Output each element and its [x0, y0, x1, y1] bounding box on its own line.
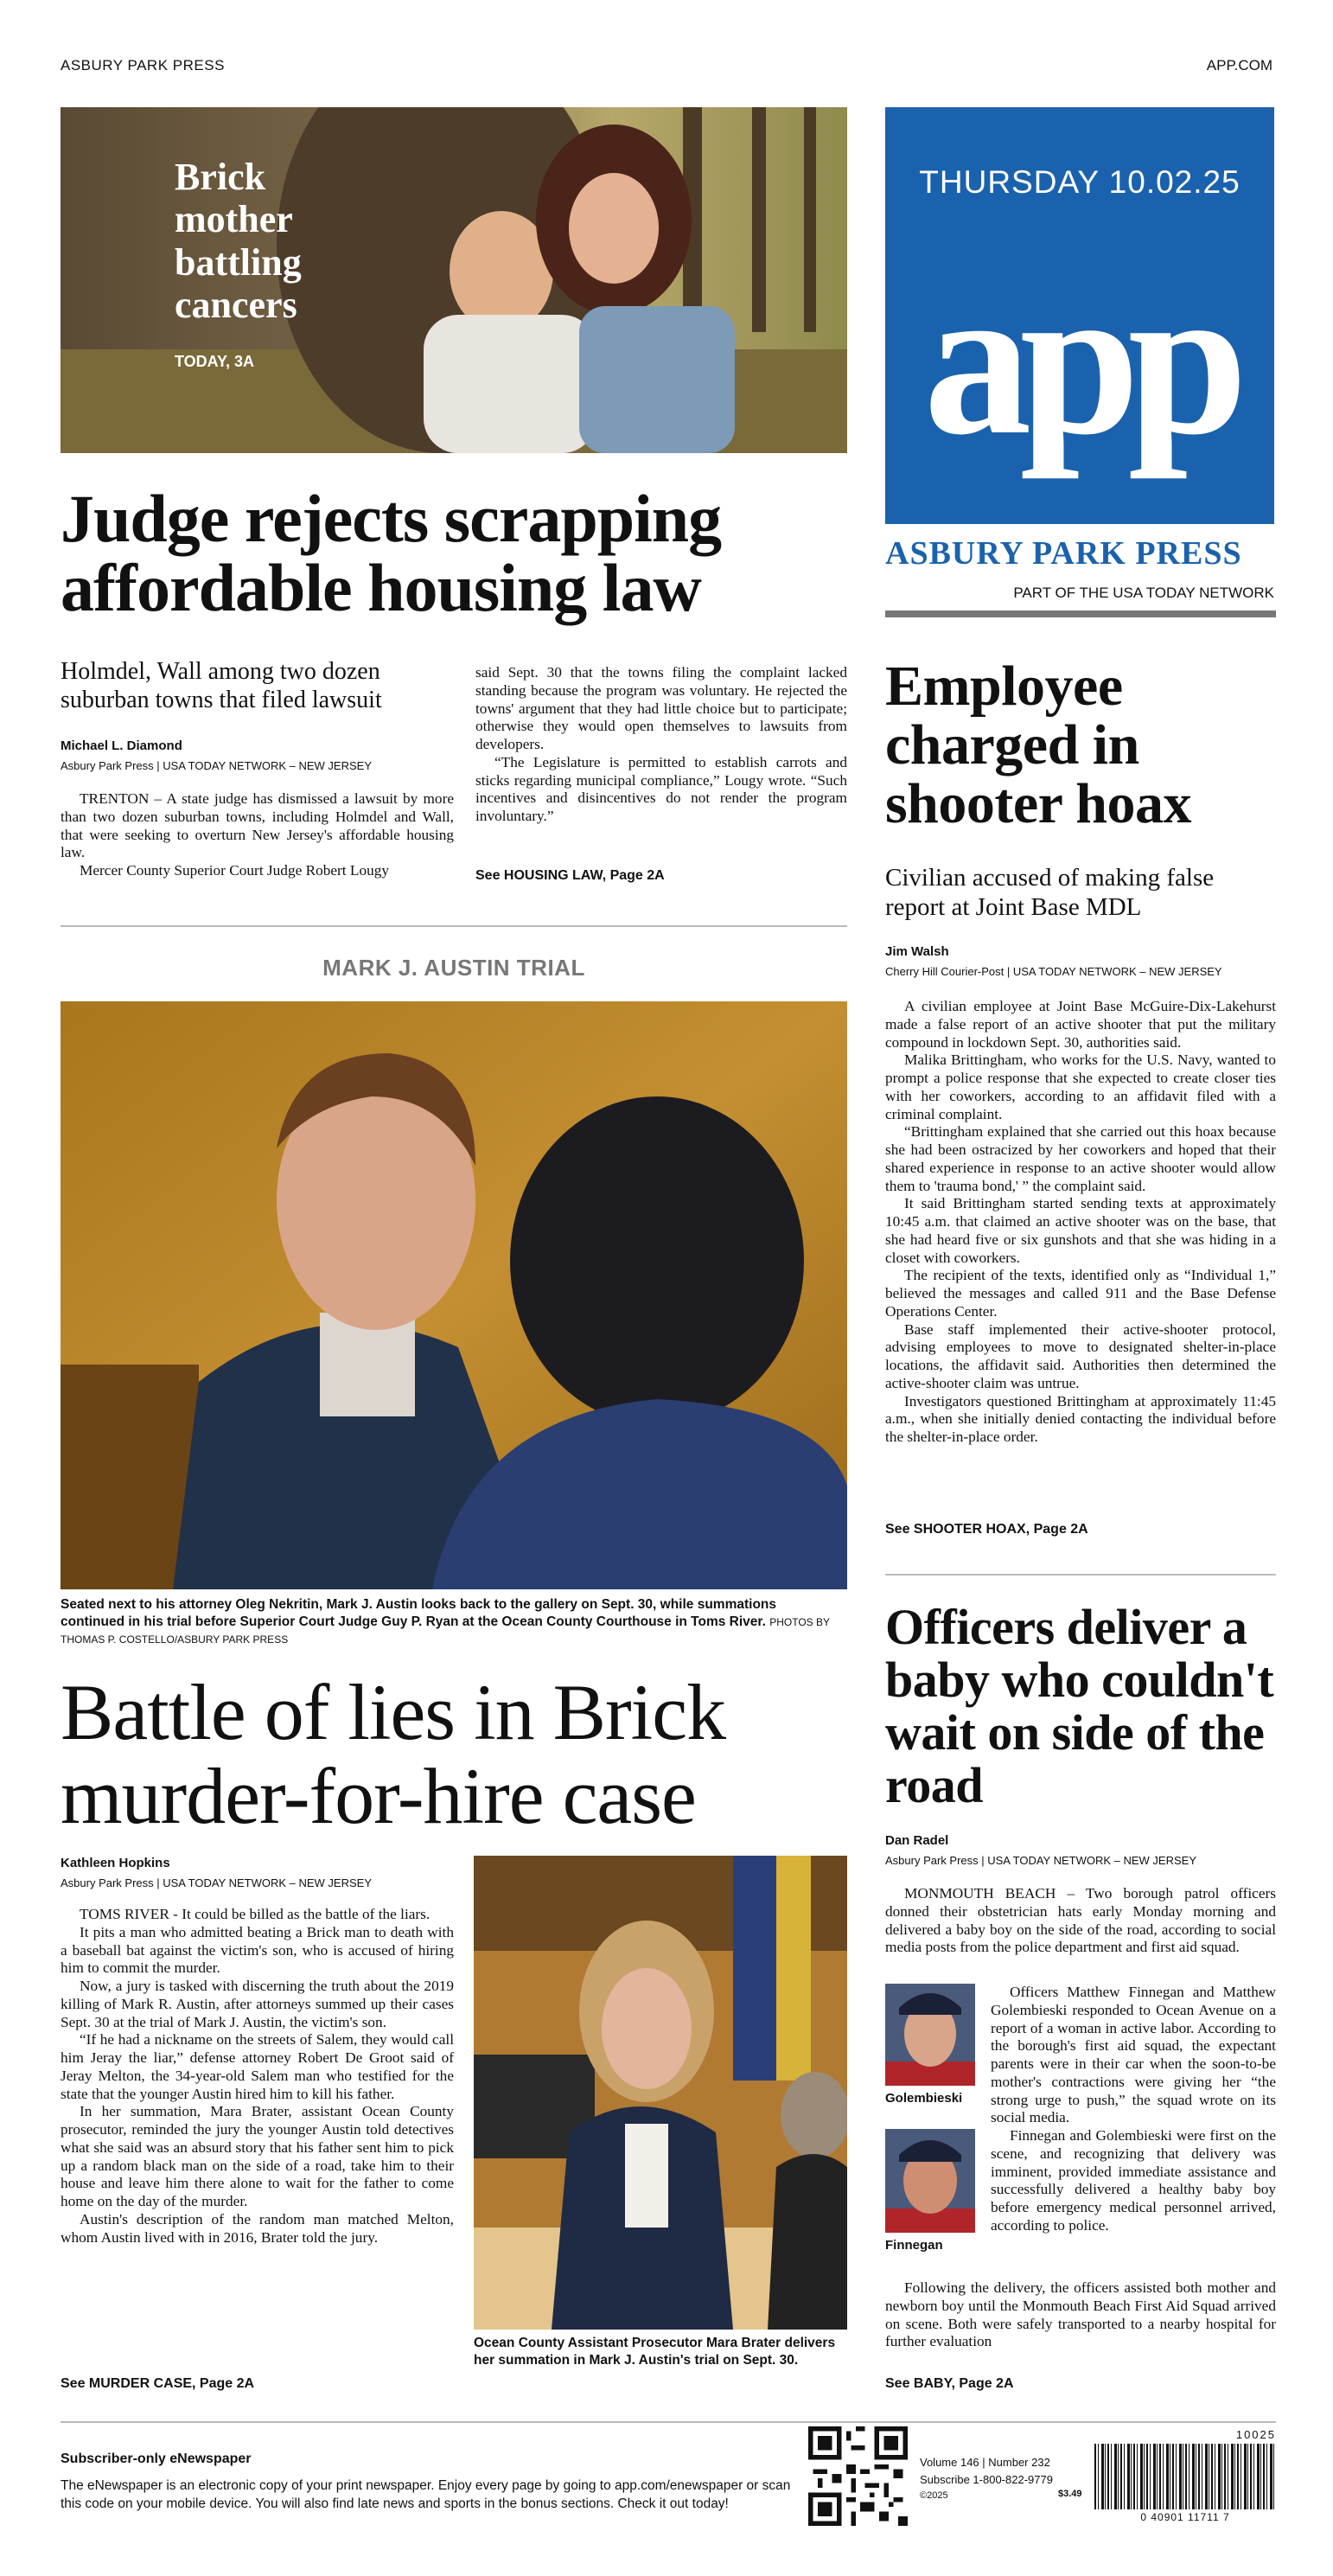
baby-headline[interactable]: Officers deliver a baby who couldn't wait on side of the road: [885, 1599, 1274, 1813]
paragraph: TRENTON – A state judge has dismissed a lawsuit by more than two dozen suburban towns, including Holmdel and Wall, that were seeking to overturn New Jersey's affordable housing law.: [61, 790, 454, 861]
lead-deck: Holmdel, Wall among two dozen suburban towns that filed lawsuit: [61, 658, 382, 714]
lead-jump-link[interactable]: See HOUSING LAW, Page 2A: [475, 868, 665, 883]
paragraph: In her summation, Mara Brater, assistant Ocean County prosecutor, reminded the jury the younger Austin told detectives what she said was an absurd story that his father sent him to pick up a random black man on the side of a road, take him to their house and leave him there alone to wait for the father to come home on the day of the murder.: [61, 2103, 454, 2209]
caption-text: Seated next to his attorney Oleg Nekritin, Mark J. Austin looks back to the gallery on Sept. 30, while summations continued in his trial before Superior Court Judge Guy P. Ryan at the Ocean County Courthouse in Toms River.: [61, 1597, 777, 1630]
paragraph: Investigators questioned Brittingham at approximately 11:45 a.m., when she initially denied contacting the individual before the shelter-in-place order.: [885, 1392, 1276, 1445]
trial-headline[interactable]: Battle of lies in Brick murder-for-hire case: [61, 1668, 726, 1840]
divider: [885, 1574, 1276, 1576]
paragraph: It said Brittingham started sending texts at approximately 10:45 a.m. that claimed an active shooter was on the base, that she had heard five or six gunshots and that she was hiding in a closet with coworkers.: [885, 1195, 1276, 1266]
promo-photo[interactable]: [61, 107, 847, 453]
barcode-top-number: 10025: [1235, 2428, 1276, 2441]
hoax-jump-link[interactable]: See SHOOTER HOAX, Page 2A: [885, 1522, 1088, 1537]
enewspaper-text: The eNewspaper is an electronic copy of your print newspaper. Enjoy every page by going to app.com/enewspaper or scan this code on your mobile device. You will also find late news and sports in the bonus sections. Check it out today!: [61, 2478, 791, 2512]
subscribe-phone: Subscribe 1-800-822-9779: [920, 2473, 1053, 2487]
hoax-deck: Civilian accused of making false report at Joint Base MDL: [885, 864, 1215, 922]
price: $3.49: [1058, 2489, 1082, 2499]
paper-name: ASBURY PARK PRESS: [61, 57, 225, 74]
paragraph: Mercer County Superior Court Judge Robert Lougy: [80, 862, 390, 879]
paragraph: “If he had a nickname on the streets of Salem, they would call him Jeray the liar,” defense attorney Robert De Groot said of Jeray Melton, the 34-year-old Salem man who testified for the state that the younger Austin hired him to kill his father.: [61, 2031, 454, 2102]
hoax-author: Jim Walsh: [885, 944, 949, 959]
paragraph: A civilian employee at Joint Base McGuire-Dix-Lakehurst made a false report of an active shooter that put the military compound in lockdown Sept. 30, authorities said.: [885, 998, 1276, 1051]
edition-date: THURSDAY 10.02.25: [919, 164, 1241, 200]
masthead: [885, 107, 1274, 524]
masthead-network: PART OF THE USA TODAY NETWORK: [1013, 585, 1274, 601]
baby-jump-link[interactable]: See BABY, Page 2A: [885, 2376, 1014, 2391]
austin-photo-caption: [61, 1596, 839, 1648]
brater-caption: Ocean County Assistant Prosecutor Mara Brater delivers her summation in Mark J. Austin's trial on Sept. 30.: [474, 2336, 836, 2368]
paragraph: Officers Matthew Finnegan and Matthew Golembieski responded to Ocean Avenue on a report of a woman in active labor. According to the borough's first aid squad, the expectant parents were in their car when the soon-to-be mother's contractions were giving her “the strong urge to push,” the squad wrote on its social media.: [991, 1984, 1276, 2126]
baby-wrap-text: [991, 1984, 1276, 2235]
lead-author: Michael L. Diamond: [61, 738, 182, 753]
trial-body: [61, 1906, 454, 2247]
baby-lead: [885, 1885, 1276, 1957]
trial-jump-link[interactable]: See MURDER CASE, Page 2A: [61, 2376, 255, 2391]
paragraph: Finnegan and Golembieski were first on the scene, and recognizing that delivery was imminent, provided immediate assistance and successfully delivered a healthy baby boy before emergency medical personnel arrived, according to police.: [991, 2127, 1276, 2234]
baby-affiliation: Asbury Park Press | USA TODAY NETWORK – NEW JERSEY: [885, 1854, 1197, 1867]
enewspaper-title: Subscriber-only eNewspaper: [61, 2451, 252, 2466]
finnegan-mugshot[interactable]: [885, 2129, 975, 2233]
golembieski-caption: Golembieski: [885, 2091, 963, 2106]
promo-ref: TODAY, 3A: [175, 353, 255, 370]
footer-divider: [61, 2421, 1276, 2423]
masthead-rule: [885, 610, 1276, 617]
volume-number: Volume 146 | Number 232: [920, 2456, 1050, 2469]
finnegan-caption: Finnegan: [885, 2238, 943, 2253]
masthead-name: ASBURY PARK PRESS: [885, 535, 1242, 572]
paragraph: TOMS RIVER - It could be billed as the battle of the liars.: [80, 1906, 431, 1922]
section-kicker: MARK J. AUSTIN TRIAL: [322, 955, 585, 981]
lead-affiliation: Asbury Park Press | USA TODAY NETWORK – NEW JERSEY: [61, 759, 373, 772]
paragraph: “The Legislature is permitted to establish carrots and sticks regarding municipal compliance,” Lougy wrote. “Such incentives and disincentives do not render the program involuntary.”: [475, 753, 847, 824]
divider: [61, 925, 847, 927]
photo-credit: PHOTOS BY THOMAS P. COSTELLO/ASBURY PARK PRESS: [61, 1616, 830, 1646]
hoax-body: [885, 998, 1276, 1447]
lead-body-col2: [475, 664, 847, 826]
paragraph: said Sept. 30 that the towns filing the complaint lacked standing because the program was voluntary. He rejected the towns' argument that they had little choice but to participate; otherwise they would open themselves to lawsuits from developers.: [475, 664, 847, 752]
barcode: [1094, 2428, 1276, 2525]
barcode-bars: [1094, 2444, 1276, 2509]
lead-body-col1: [61, 790, 454, 880]
lead-headline[interactable]: Judge rejects scrapping affordable housing law: [61, 481, 722, 625]
brater-photo[interactable]: [474, 1856, 847, 2330]
paragraph: “Brittingham explained that she carried out this hoax because she had been ostracized by her coworkers and hoped that their shared experience in response to an active shooter would allow them to 'trauma bond,' ” the complaint said.: [885, 1123, 1276, 1194]
paragraph: It pits a man who admitted beating a Brick man to death with a baseball bat against the victim's son, who is accused of hiring him to commit the murder.: [61, 1923, 454, 1977]
site-url[interactable]: APP.COM: [1206, 57, 1272, 74]
hoax-headline[interactable]: Employee charged in shooter hoax: [885, 655, 1191, 835]
hoax-affiliation: Cherry Hill Courier-Post | USA TODAY NETWORK – NEW JERSEY: [885, 965, 1222, 978]
promo-headline[interactable]: Brick mother battling cancers: [175, 156, 302, 326]
baby-tail: [885, 2279, 1276, 2351]
paragraph: Base staff implemented their active-shooter protocol, advising employees to move to designated shelter-in-place locations, the affidavit said. Authorities then determined the active-shooter claim was untrue.: [885, 1320, 1276, 1391]
app-logo: app: [923, 240, 1236, 480]
paragraph: The recipient of the texts, identified only as “Individual 1,” believed the messages and called 911 and the Base Defense Operations Center.: [885, 1267, 1276, 1320]
copyright: ©2025: [920, 2490, 948, 2502]
golembieski-mugshot[interactable]: [885, 1984, 975, 2086]
paragraph: Now, a jury is tasked with discerning the truth about the 2019 killing of Mark R. Austin, after attorneys summed up their cases Sept. 30 at the trial of Mark J. Austin, the victim's son.: [61, 1978, 454, 2030]
paragraph: Following the delivery, the officers assisted both mother and newborn boy until the Monmouth Beach First Aid Squad arrived on scene. Both were safely transported to a nearby hospital for further evaluation: [885, 2279, 1276, 2350]
baby-author: Dan Radel: [885, 1833, 949, 1848]
volume-info: [920, 2454, 1053, 2503]
barcode-digits: 0 40901 11711 7: [1140, 2511, 1230, 2523]
trial-author: Kathleen Hopkins: [61, 1856, 170, 1870]
paragraph: Austin's description of the random man matched Melton, whom Austin lived with in 2016, Brater told the jury.: [61, 2210, 454, 2246]
austin-photo[interactable]: [61, 1001, 847, 1589]
qr-code[interactable]: [808, 2426, 908, 2526]
paragraph: Malika Brittingham, who works for the U.S. Navy, wanted to prompt a police response that she expected to create closer ties with her coworkers, according to an affidavit filed with a criminal complaint.: [885, 1051, 1276, 1122]
trial-affiliation: Asbury Park Press | USA TODAY NETWORK – NEW JERSEY: [61, 1876, 373, 1889]
paragraph: MONMOUTH BEACH – Two borough patrol officers donned their obstetrician hats early Monday morning and delivered a baby boy on the side of the road, according to social media posts from the police department and first aid squad.: [885, 1885, 1276, 1956]
